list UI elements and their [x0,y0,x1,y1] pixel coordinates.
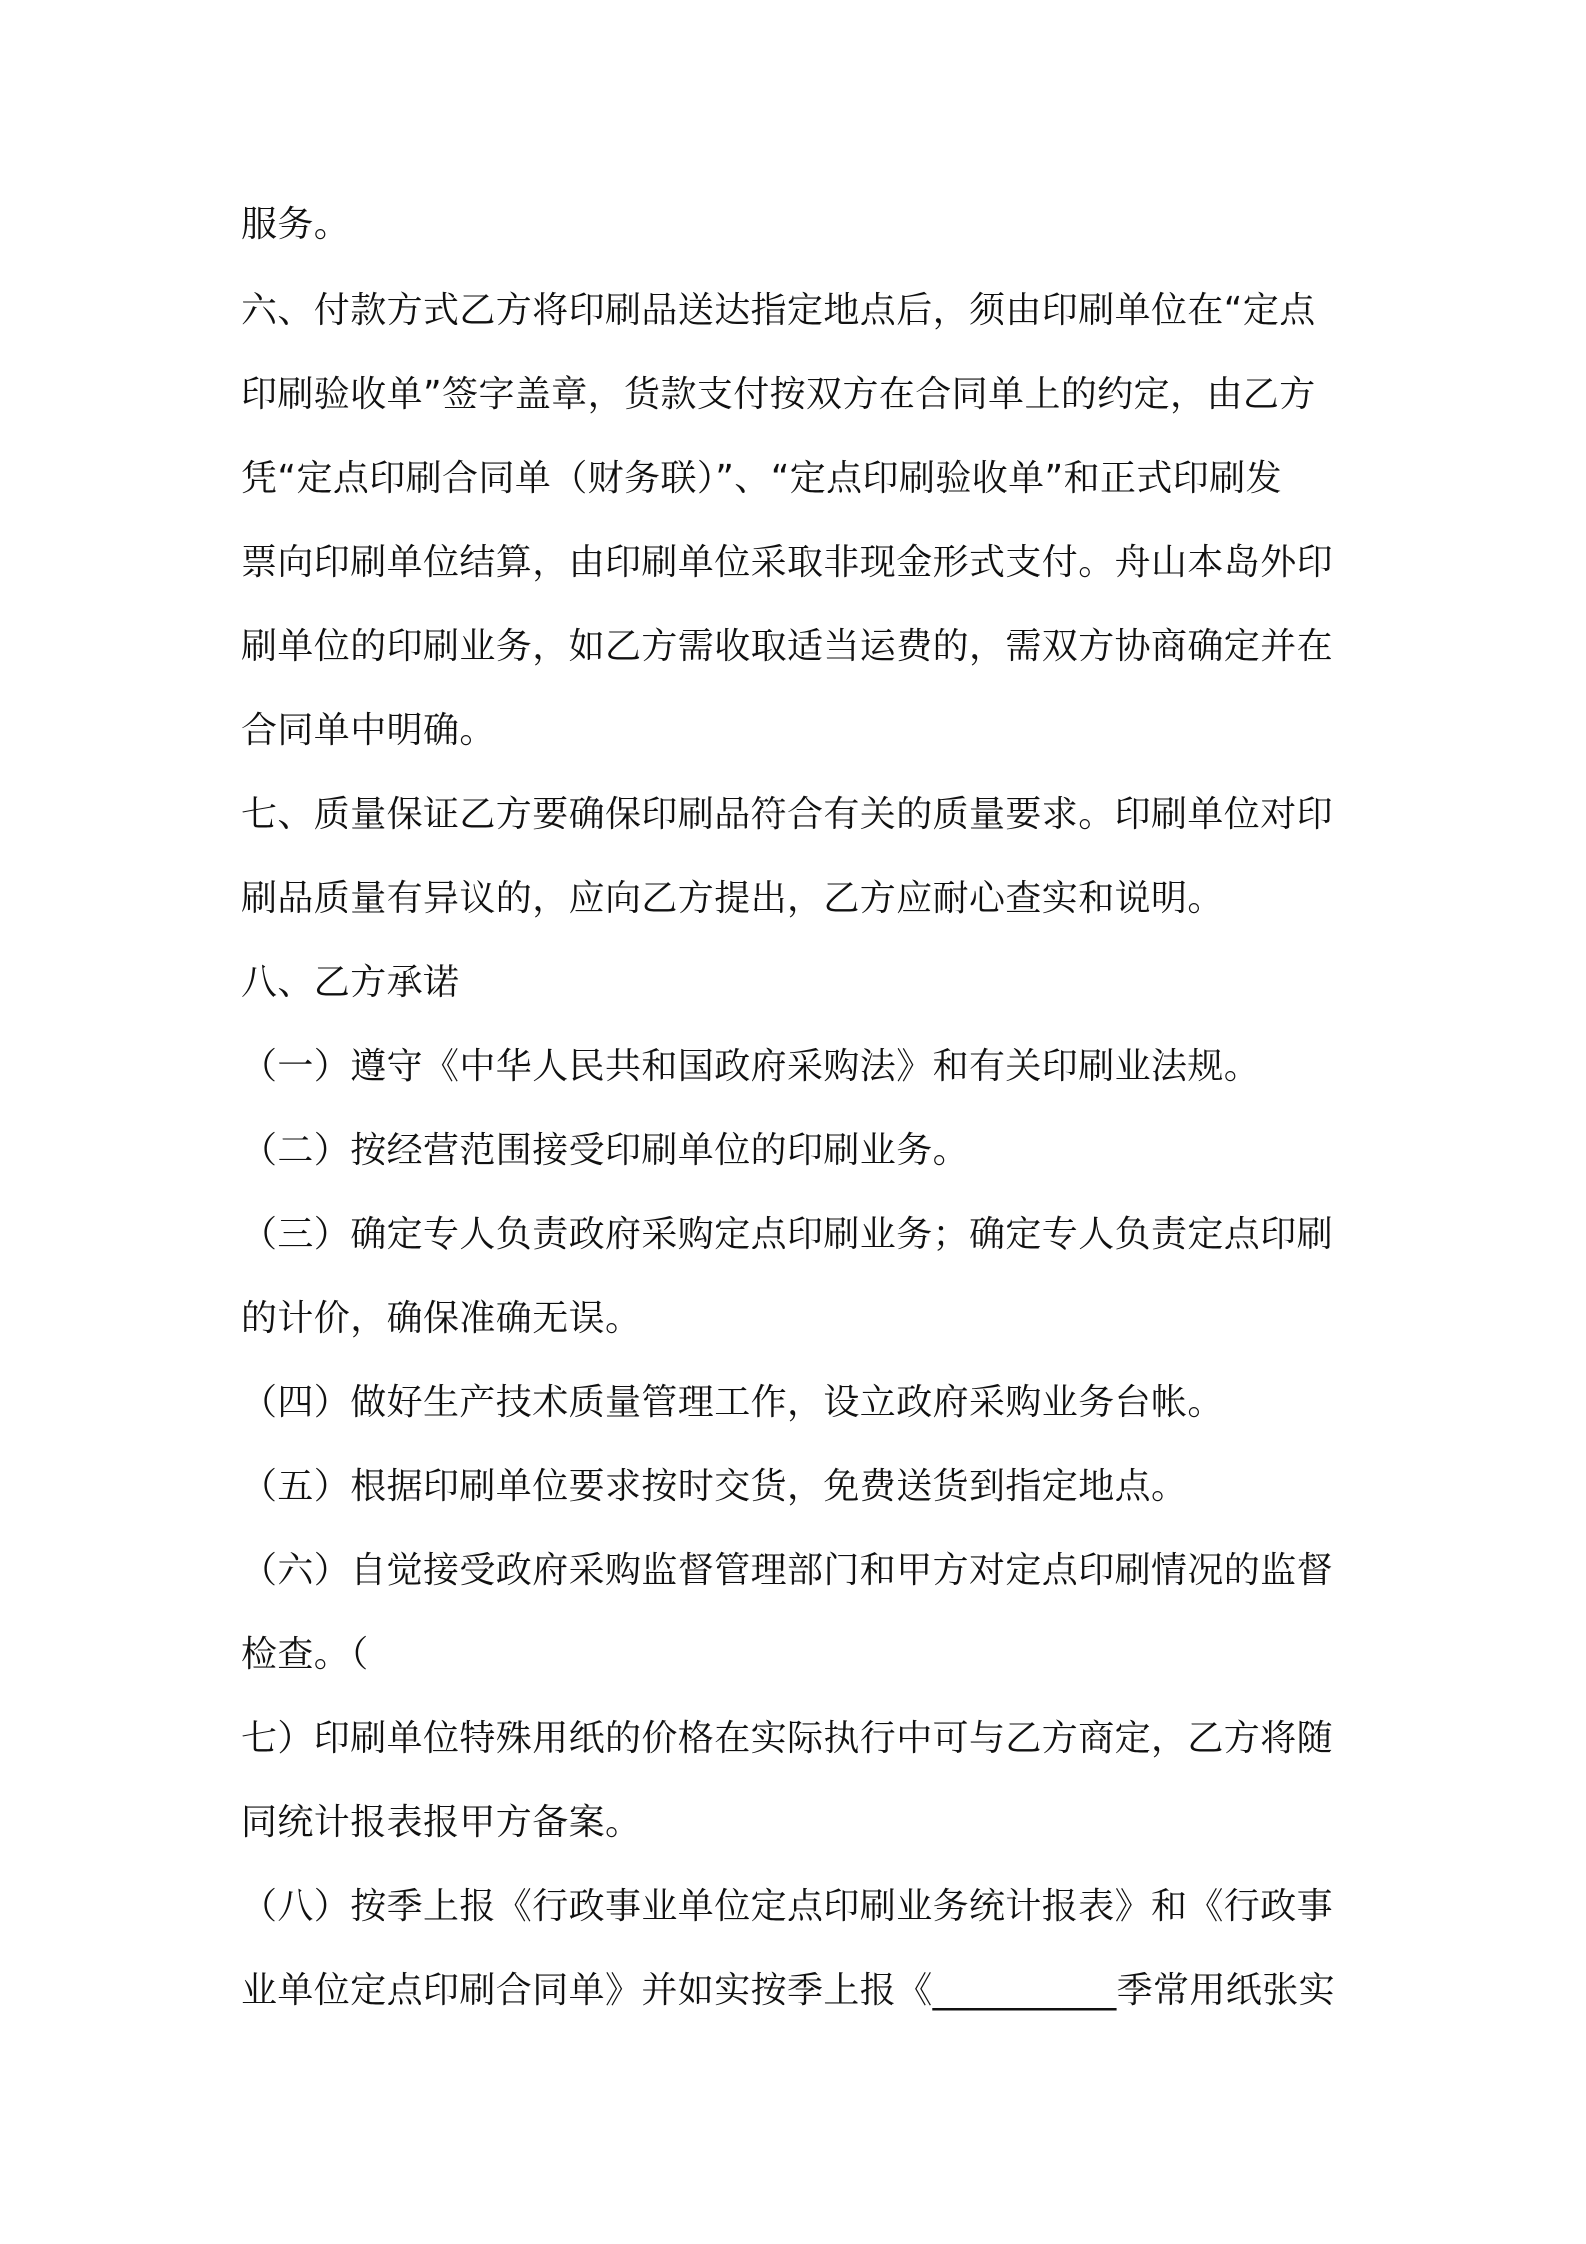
text-line: 刷品质量有异议的，应向乙方提出，乙方应耐心查实和说明。 [241,878,1224,919]
text-line: 凭“定点印刷合同单（财务联）”、“定点印刷验收单”和正式印刷发 [241,458,1283,499]
text-line: 七、质量保证乙方要确保印刷品符合有关的质量要求。印刷单位对印 [241,794,1334,835]
text-line: 八、乙方承诺 [241,962,460,1003]
text-line: 业单位定点印刷合同单》并如实按季上报《__________季常用纸张实 [241,1970,1336,2011]
text-line: 合同单中明确。 [241,710,496,751]
text-line: 刷单位的印刷业务，如乙方需收取适当运费的，需双方协商确定并在 [241,626,1334,667]
text-line: （四）做好生产技术质量管理工作，设立政府采购业务台帐。 [241,1382,1224,1423]
text-line: （三）确定专人负责政府采购定点印刷业务；确定专人负责定点印刷 [241,1214,1334,1255]
text-line: 同统计报表报甲方备案。 [241,1802,642,1843]
text-line: 的计价，确保准确无误。 [241,1298,642,1339]
text-line: （一）遵守《中华人民共和国政府采购法》和有关印刷业法规。 [241,1046,1261,1087]
text-line: 七）印刷单位特殊用纸的价格在实际执行中可与乙方商定，乙方将随 [241,1718,1334,1759]
text-line: （六）自觉接受政府采购监督管理部门和甲方对定点印刷情况的监督 [241,1550,1334,1591]
text-line: 服务。 [241,204,351,245]
text-line: （八）按季上报《行政事业单位定点印刷业务统计报表》和《行政事 [241,1886,1334,1927]
text-line: 检查。（ [241,1634,369,1675]
text-line: 票向印刷单位结算，由印刷单位采取非现金形式支付。舟山本岛外印 [241,542,1334,583]
text-line: 六、付款方式乙方将印刷品送达指定地点后，须由印刷单位在“定点 [241,290,1316,331]
text-line: 印刷验收单”签字盖章，货款支付按双方在合同单上的约定，由乙方 [241,374,1316,415]
text-line: （二）按经营范围接受印刷单位的印刷业务。 [241,1130,970,1171]
text-line: （五）根据印刷单位要求按时交货，免费送货到指定地点。 [241,1466,1188,1507]
